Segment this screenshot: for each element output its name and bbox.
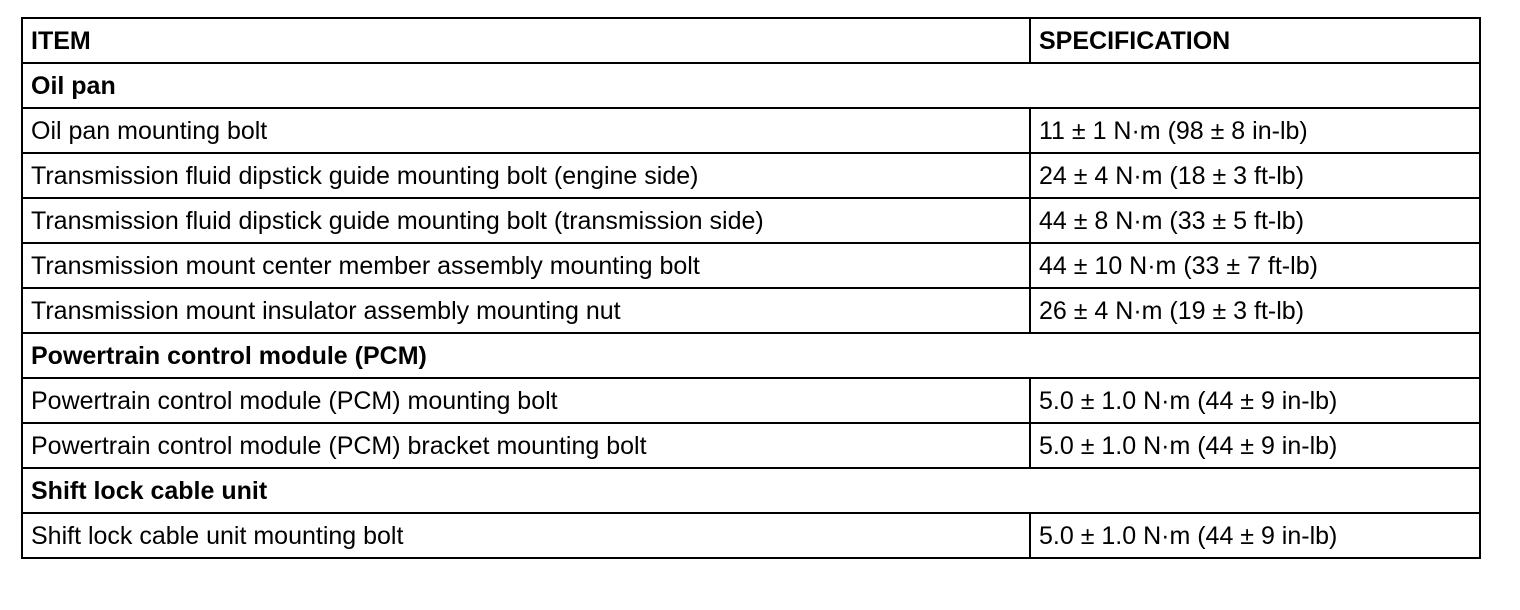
section-row-pcm [22,333,1480,378]
table-row [22,153,1480,198]
spec-cell: 26 ± 4 N·m (19 ± 3 ft-lb) [1030,288,1480,333]
spec-cell: 11 ± 1 N·m (98 ± 8 in-lb) [1030,108,1480,153]
section-title: Powertrain control module (PCM) [22,333,1480,378]
header-row [22,18,1480,63]
item-cell: Shift lock cable unit mounting bolt [22,513,1030,558]
spec-cell: 5.0 ± 1.0 N·m (44 ± 9 in-lb) [1030,378,1480,423]
table-row [22,513,1480,558]
table-row [22,243,1480,288]
torque-specification-table [21,17,1481,559]
table-row [22,423,1480,468]
table-row [22,378,1480,423]
item-cell: Powertrain control module (PCM) mounting bolt [22,378,1030,423]
item-cell: Transmission mount center member assembly mounting bolt [22,243,1030,288]
item-cell: Oil pan mounting bolt [22,108,1030,153]
item-cell: Transmission mount insulator assembly mounting nut [22,288,1030,333]
item-cell: Transmission fluid dipstick guide mounting bolt (transmission side) [22,198,1030,243]
item-cell: Transmission fluid dipstick guide mounting bolt (engine side) [22,153,1030,198]
column-header-item: ITEM [22,18,1030,63]
section-title: Oil pan [22,63,1480,108]
spec-cell: 5.0 ± 1.0 N·m (44 ± 9 in-lb) [1030,513,1480,558]
spec-cell: 5.0 ± 1.0 N·m (44 ± 9 in-lb) [1030,423,1480,468]
table-row [22,198,1480,243]
table-row [22,108,1480,153]
section-row-oil-pan [22,63,1480,108]
item-cell: Powertrain control module (PCM) bracket mounting bolt [22,423,1030,468]
section-title: Shift lock cable unit [22,468,1480,513]
spec-cell: 44 ± 10 N·m (33 ± 7 ft-lb) [1030,243,1480,288]
column-header-specification: SPECIFICATION [1030,18,1480,63]
table-row [22,288,1480,333]
spec-cell: 24 ± 4 N·m (18 ± 3 ft-lb) [1030,153,1480,198]
spec-cell: 44 ± 8 N·m (33 ± 5 ft-lb) [1030,198,1480,243]
section-row-shift-lock [22,468,1480,513]
